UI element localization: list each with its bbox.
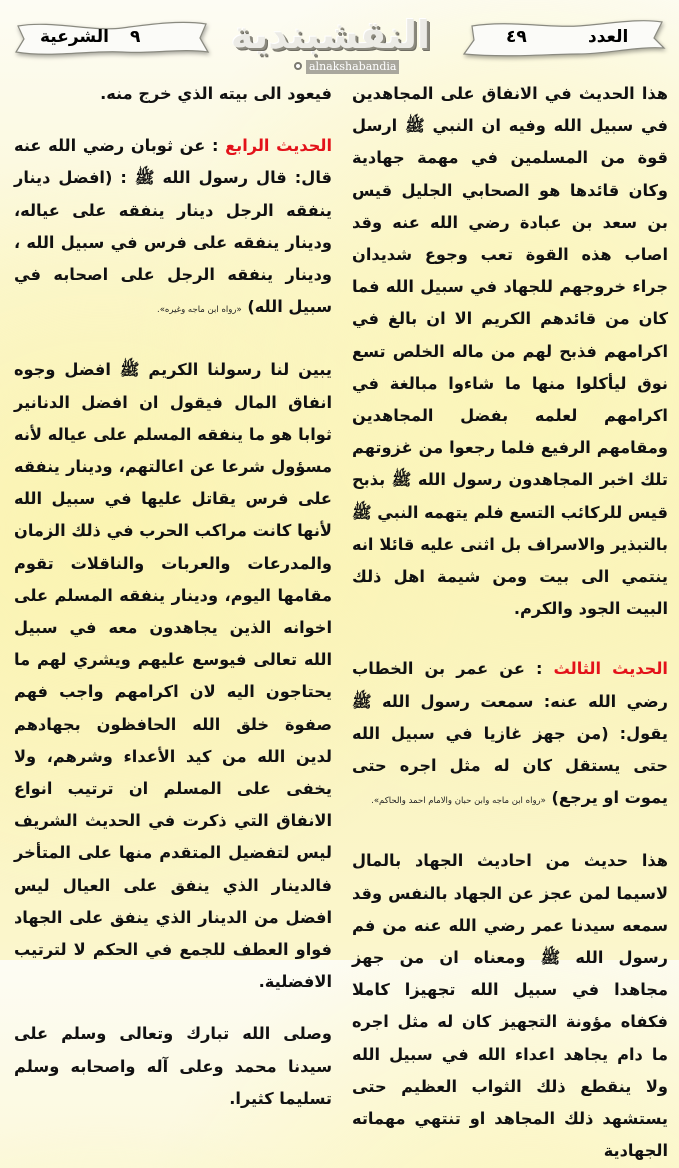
- issue-number: ٤٩: [506, 27, 527, 47]
- scroll-ribbon-icon: [458, 18, 668, 58]
- logo-dot-icon: [294, 62, 302, 70]
- right-column: [352, 78, 668, 1168]
- hadith-label: الحديث الثالث: [553, 659, 668, 679]
- section-banner: [12, 18, 212, 58]
- hadith-3: [352, 653, 668, 817]
- logo-arabic: النقشبندية: [230, 13, 430, 57]
- section-title: الشرعية: [40, 27, 109, 47]
- hadith-reference: «رواه ابن ماجه وغيره».: [157, 305, 242, 316]
- paragraph: فيعود الى بيته الذي خرج منه.: [100, 84, 332, 103]
- hadith-text: : عن عمر بن الخطاب رضي الله عنه: سمعت رسول الله ﷺ يقول: (من جهز غازيا في سبيل الله حتى يستقل كان له مثل اجره حتى يموت او يرجع): [352, 659, 668, 808]
- hadith-reference: «رواه ابن ماجه وابن حبان والامام احمد والحاكم».: [371, 796, 546, 807]
- paragraph: يبين لنا رسولنا الكريم ﷺ افضل وجوه انفاق المال فيقول ان افضل الدنانير ثوابا هو ما ينفقه المسلم على عياله لأنه مسؤول شرعا عن اعالتهم، ودينار ينفقه على فرس يقاتل عليها في سبيل الله لأنها كانت مراكب الحرب في ذلك الزمان والمدرعات والعربات والناقلات تقوم مقامها اليوم، ودينار ينفقه المسلم على اخوانه الذين يجاهدون معه في سبيل الله تعالى فيوسع عليهم ويشري لهم ما يحتاجون اليه لان اكرامهم واجب فهم صفوة خلق الله الحافظون بجهادهم لدين الله من كيد الأعداء وشرهم، ولا يخفى على المسلم ان ترتيب انواع الانفاق التي ذكرت في الحديث الشريف ليس لتفضيل المتقدم منها على المتأخر فالدينار الذي ينفق على العيال ليس افضل من الدينار الذي ينفق على الجهاد فواو العطف للجمع في الحكم لا لترتيب الافضلية.: [14, 360, 332, 992]
- hadith-4: [14, 130, 332, 326]
- hadith-label: الحديث الرابع: [225, 136, 332, 156]
- issue-banner: [458, 18, 668, 58]
- hadith-text: : عن ثوبان رضي الله عنه قال: قال رسول الله ﷺ : (افضل دينار ينفقه الرجل دينار ينفقه على عياله، ودينار ينفقه على فرس في سبيل الله ، ودينار ينفقه الرجل على اصحابه في سبيل الله): [14, 136, 332, 317]
- closing-prayer: وصلى الله تبارك وتعالى وسلم على سيدنا محمد وعلى آله واصحابه وسلم تسليما كثيرا.: [14, 1024, 332, 1108]
- magazine-logo: [230, 10, 440, 76]
- paragraph: هذا حديث من احاديث الجهاد بالمال لاسيما لمن عجز عن الجهاد بالنفس وقد سمعه سيدنا عمر رضي الله عنه من فم رسول الله ﷺ ومعناه ان من جهز مجاهدا في سبيل الله تجهيزا كاملا فكفاه مؤونة التجهيز كان له مثل اجره ما دام يجاهد اعداء الله في سبيل الله ولا ينقطع ذلك الثواب العظيم حتى يستشهد ذلك المجاهد او تنتهي مهماته الجهادية: [352, 851, 668, 1161]
- paragraph: هذا الحديث في الانفاق على المجاهدين في سبيل الله وفيه ان النبي ﷺ ارسل قوة من المسلمين في مهمة جهادية وكان قائدها هو الصحابي الجليل قيس بن سعد بن عبادة رضي الله عنه وقد اصاب هذه القوة تعب وجوع شديدان جراء خروجهم للجهاد في سبيل الله فما كان من قائدهم الكريم الا ان بالغ في اكرامهم فذبح لهم من ماله الخلص تسع نوق ليأكلوا منها ما شاءوا مبالغة في اكرامهم لعلمه بفضل المجاهدين ومقامهم الرفيع فلما رجعوا من غزوتهم تلك اخبر المجاهدون رسول الله ﷺ بذبح قيس للركائب التسع فلم يتهمه النبي ﷺ بالتبذير والاسراف بل اثنى عليه قائلا انه ينتمي الى بيت ومن شيمة اهل ذلك البيت الجود والكرم.: [352, 84, 668, 619]
- page-number: ٩: [130, 27, 141, 47]
- logo-latin: alnakshabandia: [306, 60, 399, 74]
- issue-label: العدد: [588, 27, 629, 47]
- page-header: [0, 0, 679, 78]
